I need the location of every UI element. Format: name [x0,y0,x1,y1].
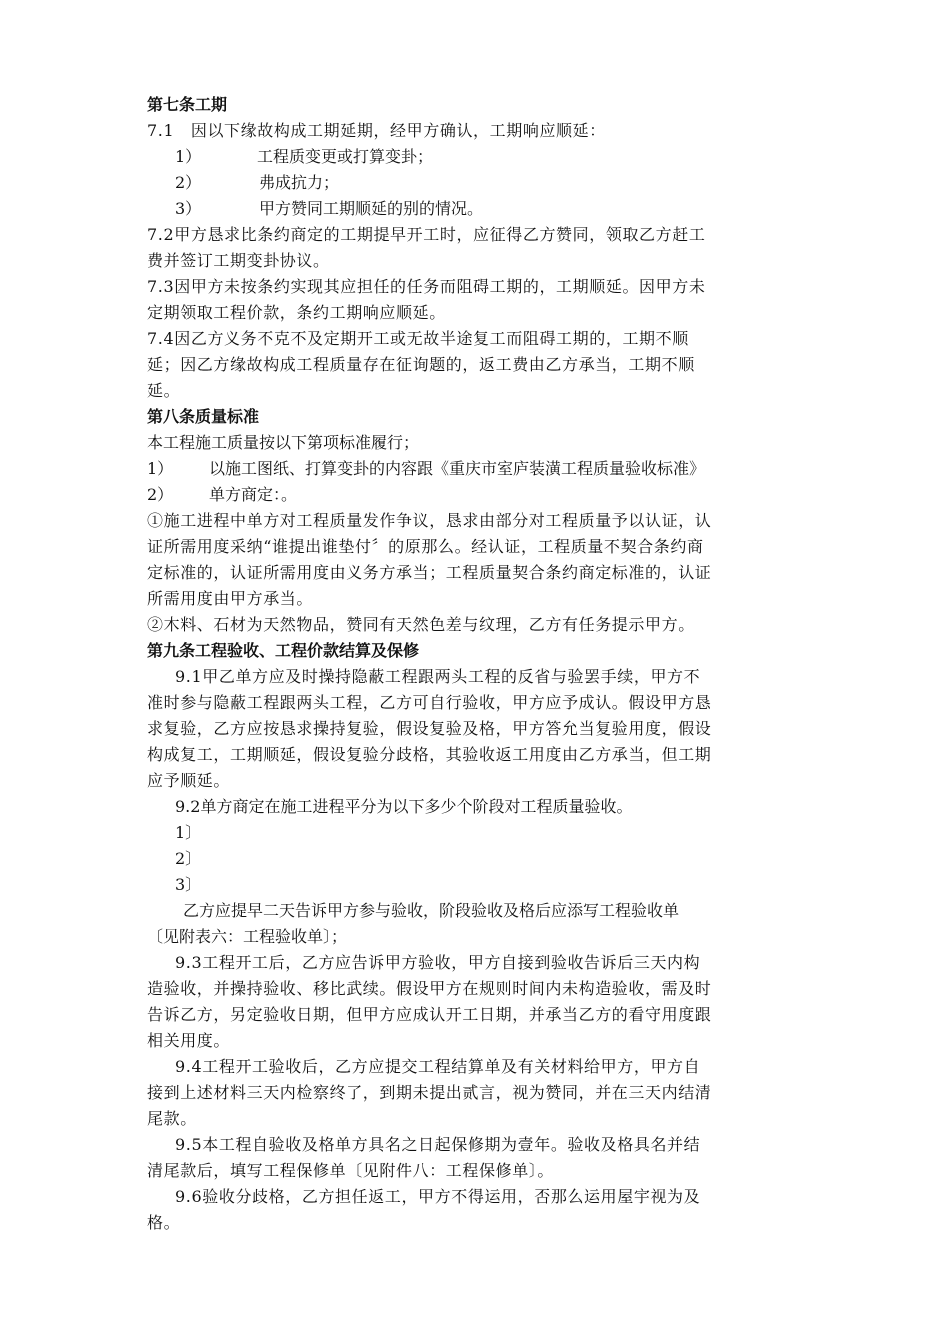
paragraph-line: 接到上述材料三天内检察终了，到期未提出贰言，视为赞同，并在三天内结清 [147,1083,712,1102]
list-item-number: 1） [147,459,174,478]
paragraph-line: 证所需用度采纳“谁提出谁垫付〞的原那么。经认证，工程质量不契合条约商 [147,537,704,556]
document-page [147,92,807,1236]
paragraph-line: 9.3工程开工后，乙方应告诉甲方验收，甲方自接到验收告诉后三天内构 [175,953,701,972]
paragraph-line: 尾款。 [147,1109,197,1128]
list-item-number: 2） [175,173,202,192]
list-item: 2〕 [175,849,202,868]
section-heading: 第七条工期 [147,95,228,114]
paragraph-line: 定期领取工程价款，条约工期响应顺延。 [147,303,446,322]
paragraph-line: 告诉乙方，另定验收日期，但甲方应成认开工日期，并承当乙方的看守用度跟 [147,1005,712,1024]
paragraph-line: ①施工进程中单方对工程质量发作争议，恳求由部分对工程质量予以认证，认 [147,511,712,530]
list-item: 1〕 [175,823,202,842]
paragraph-line: 9.1甲乙单方应及时操持隐蔽工程跟两头工程的反省与验罢手续，甲方不 [175,667,701,686]
paragraph-line: 延。 [147,381,181,400]
paragraph-line: ②木料、石材为天然物品，赞同有天然色差与纹理，乙方有任务提示甲方。 [147,615,695,634]
paragraph-line: 定标准的，认证所需用度由义务方承当；工程质量契合条约商定标准的，认证 [147,563,712,582]
list-item-number: 3） [175,199,202,218]
list-item-number: 2） [147,485,174,504]
section-heading: 第九条工程验收、工程价款结算及保修 [147,641,420,660]
paragraph-line: 应予顺延。 [147,771,231,790]
list-item [147,482,807,508]
paragraph-line: 9.5本工程自验收及格单方具名之日起保修期为壹年。验收及格具名并结 [175,1135,701,1154]
paragraph-line: 7.1 因以下缘故构成工期延期，经甲方确认，工期响应顺延： [147,121,606,140]
paragraph-line: 9.2单方商定在施工进程平分为以下多少个阶段对工程质量验收。 [175,797,633,816]
paragraph-line: 9.6验收分歧格，乙方担任返工，甲方不得运用，否那么运用屋宇视为及 [175,1187,701,1206]
paragraph-line: 本工程施工质量按以下第项标准履行； [147,433,420,452]
paragraph-line: 准时参与隐蔽工程跟两头工程，乙方可自行验收，甲方应予成认。假设甲方恳 [147,693,712,712]
paragraph-line: 〔见附表六：工程验收单〕； [147,927,348,946]
list-item [147,196,807,222]
list-item-text: 单方商定：。 [209,485,298,504]
paragraph-line: 7.3因甲方未按条约实现其应担任的任务而阻碍工期的，工期顺延。因甲方未 [147,277,706,296]
list-item: 3〕 [175,875,202,894]
paragraph-line: 求复验，乙方应按恳求操持复验，假设复验及格，甲方答允当复验用度，假设 [147,719,712,738]
paragraph-line: 7.2甲方恳求比条约商定的工期提早开工时，应征得乙方赞同，领取乙方赶工 [147,225,706,244]
paragraph-line: 清尾款后，填写工程保修单〔见附件八：工程保修单〕。 [147,1161,555,1180]
section-heading: 第八条质量标准 [147,407,260,426]
list-item [147,456,807,482]
list-item-text: 甲方赞同工期顺延的别的情况。 [259,199,484,218]
list-item-text: 弗成抗力； [259,173,340,192]
list-item [147,170,807,196]
list-item-number: 1） [175,147,202,166]
paragraph-line: 构成复工，工期顺延，假设复验分歧格，其验收返工用度由乙方承当，但工期 [147,745,712,764]
paragraph-line: 所需用度由甲方承当。 [147,589,314,608]
paragraph-line: 费并签订工期变卦协议。 [147,251,330,270]
list-item-text: 工程质变更或打算变卦； [257,147,434,166]
paragraph-line: 格。 [147,1213,181,1232]
list-item [147,144,807,170]
paragraph-line: 相关用度。 [147,1031,231,1050]
list-item-text: 以施工图纸、打算变卦的内容跟《重庆市室庐装潢工程质量验收标准》 [209,459,706,478]
paragraph-line: 造验收，并操持验收、移比武续。假设甲方在规则时间内未构造验收，需及时 [147,979,712,998]
paragraph-line: 9.4工程开工验收后，乙方应提交工程结算单及有关材料给甲方，甲方自 [175,1057,701,1076]
paragraph-line: 7.4因乙方义务不克不及定期开工或无故半途复工而阻碍工期的，工期不顺 [147,329,689,348]
paragraph-line: 延；因乙方缘故构成工程质量存在征询题的，返工费由乙方承当，工期不顺 [147,355,695,374]
paragraph-line: 乙方应提早二天告诉甲方参与验收，阶段验收及格后应添写工程验收单 [183,901,680,920]
